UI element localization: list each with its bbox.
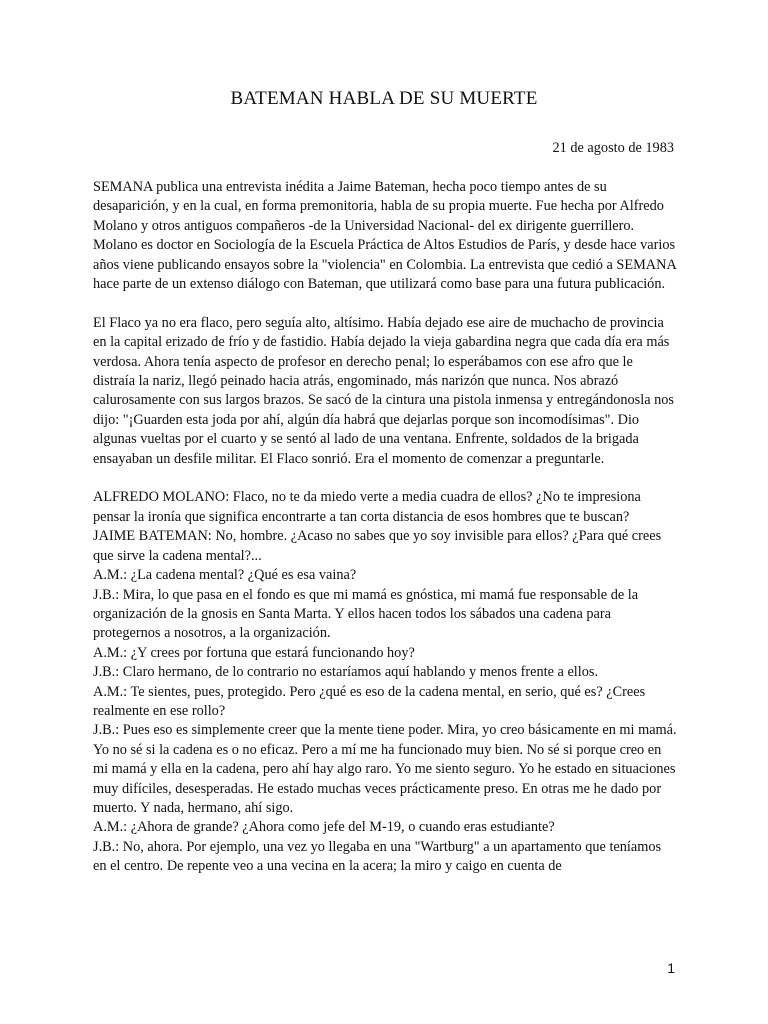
dialogue-line: J.B.: Pues eso es simplemente creer que la mente tiene poder. Mira, yo creo básicamente en mi mamá. Yo no sé si la cadena es o no eficaz. Pero a mí me ha funcionado muy bien. No sé si porque creo en mi mamá y ella en la cadena, pero ahí hay algo raro. Yo me siento seguro. Yo he estado en situaciones muy difíciles, desesperadas. He estado muchas veces prácticamente preso. En otras me he dado por muerto. Y nada, hermano, ahí sigo. bbox=[93, 722, 677, 816]
dialogue-line: ALFREDO MOLANO: Flaco, no te da miedo verte a media cuadra de ellos? ¿No te impresiona pensar la ironía que significa encontrarte a tan corta distancia de esos hombres que te buscan? bbox=[93, 489, 641, 525]
dialogue-line: J.B.: Claro hermano, de lo contrario no estaríamos aquí hablando y menos frente a ellos. bbox=[93, 664, 599, 681]
interview-dialogue bbox=[93, 488, 678, 876]
document-date: 21 de agosto de 1983 bbox=[552, 140, 674, 156]
dialogue-line: A.M.: ¿Y crees por fortuna que estará funcionando hoy? bbox=[93, 644, 415, 661]
dialogue-line: J.B.: Mira, lo que pasa en el fondo es que mi mamá es gnóstica, mi mamá fue responsable de la organización de la gnosis en Santa Marta. Y ellos hacen todos los sábados una cadena para protegernos a nosotros, a la organización. bbox=[93, 586, 639, 642]
narrative-paragraph: El Flaco ya no era flaco, pero seguía alto, altísimo. Había dejado ese aire de muchacho de provincia en la capital erizado de frío y de fastidio. Había dejado la vieja gabardina negra que cada día era más verdosa. Ahora tenía aspecto de profesor en derecho penal; lo esperábamos con ese afro que le distraía la nariz, llegó peinado hacia atrás, engominado, más narizón que nunca. Nos abrazó calurosamente con sus largos brazos. Se sacó de la cintura una pistola inmensa y entregándonosla nos dijo: "¡Guarden esta joda por ahí, algún día habrá que dejarlas porque son incomodísimas". Dio algunas vueltas por el cuarto y se sentó al lado de una ventana. Enfrente, soldados de la brigada ensayaban un desfile militar. El Flaco sonrió. Era el momento de comenzar a preguntarle. bbox=[93, 314, 674, 467]
document-body bbox=[93, 178, 678, 877]
dialogue-line: A.M.: ¿Ahora de grande? ¿Ahora como jefe del M-19, o cuando eras estudiante? bbox=[93, 819, 555, 836]
dialogue-line: J.B.: No, ahora. Por ejemplo, una vez yo llegaba en una "Wartburg" a un apartamento que teníamos en el centro. De repente veo a una vecina en la acera; la miro y caigo en cuenta de bbox=[93, 838, 662, 875]
dialogue-line: A.M.: ¿La cadena mental? ¿Qué es esa vaina? bbox=[93, 567, 357, 584]
document-title: BATEMAN HABLA DE SU MUERTE bbox=[230, 88, 538, 109]
dialogue-line: JAIME BATEMAN: No, hombre. ¿Acaso no sabes que yo soy invisible para ellos? ¿Para qué crees que sirve la cadena mental?... bbox=[93, 528, 662, 564]
page-number: 1 bbox=[667, 960, 675, 976]
intro-paragraph: SEMANA publica una entrevista inédita a Jaime Bateman, hecha poco tiempo antes de su desaparición, y en la cual, en forma premonitoria, habla de su propia muerte. Fue hecha por Alfredo Molano y otros antiguos compañeros -de la Universidad Nacional- del ex dirigente guerrillero. Molano es doctor en Sociología de la Escuela Práctica de Altos Estudios de París, y desde hace varios años viene publicando ensayos sobre la "violencia" en Colombia. La entrevista que cedió a SEMANA hace parte de un extenso diálogo con Bateman, que utilizará como base para una futura publicación. bbox=[93, 179, 676, 293]
dialogue-line: A.M.: Te sientes, pues, protegido. Pero ¿qué es eso de la cadena mental, en serio, qué es? ¿Crees realmente en ese rollo? bbox=[93, 683, 646, 719]
